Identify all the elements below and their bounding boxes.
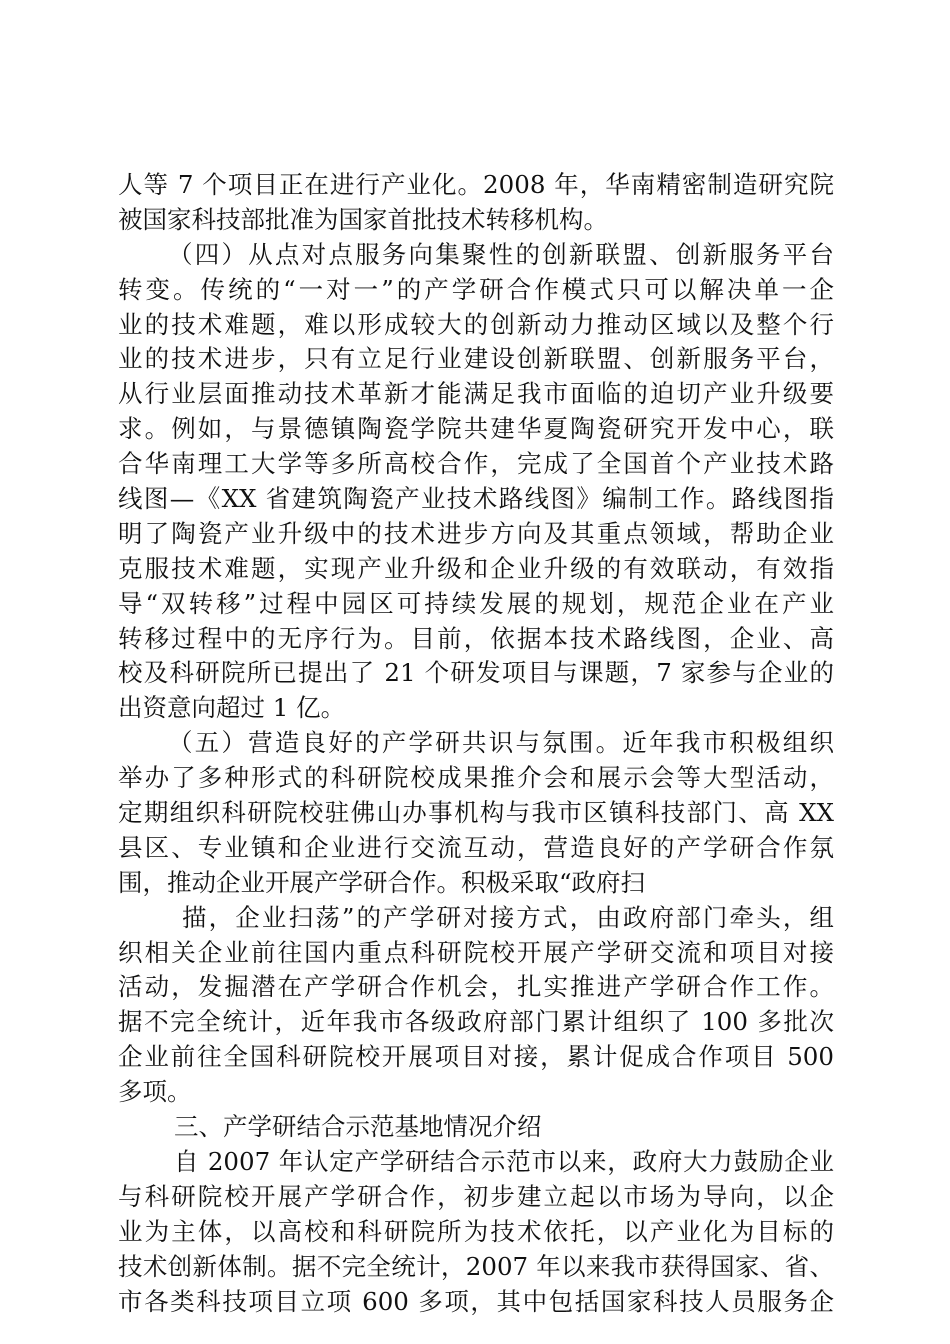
text-line: 县区、专业镇和企业进行交流互动，营造良好的产学研合作氛 <box>118 832 834 862</box>
text-line: 合华南理工大学等多所高校合作，完成了全国首个产业技术路 <box>118 449 834 479</box>
text-line: 转变。传统的“一对一”的产学研合作模式只可以解决单一企 <box>118 274 834 304</box>
text-line: （五）营造良好的产学研共识与氛围。近年我市积极组织 <box>168 728 834 758</box>
text-line: 明了陶瓷产业升级中的技术进步方向及其重点领域，帮助企业 <box>118 518 834 548</box>
text-line: 转移过程中的无序行为。目前，依据本技术路线图，企业、高 <box>118 623 834 653</box>
text-line: 业的技术进步，只有立足行业建设创新联盟、创新服务平台， <box>118 344 834 374</box>
text-line: 求。例如，与景德镇陶瓷学院共建华夏陶瓷研究开发中心，联 <box>118 414 834 444</box>
text-line: 自 2007 年认定产学研结合示范市以来，政府大力鼓励企业 <box>174 1146 834 1176</box>
text-line: 企业前往全国科研院校开展项目对接，累计促成合作项目 500 <box>118 1042 834 1072</box>
text-line: 从行业层面推动技术革新才能满足我市面临的迫切产业升级要 <box>118 379 834 409</box>
text-line: 业为主体，以高校和科研院所为技术依托，以产业化为目标的 <box>118 1216 834 1246</box>
text-line: 校及科研院所已提出了 21 个研发项目与课题，7 家参与企业的 <box>118 658 834 688</box>
text-line: 描，企业扫荡”的产学研对接方式，由政府部门牵头，组 <box>182 902 834 932</box>
document-body <box>118 168 834 1319</box>
text-line: 定期组织科研院校驻佛山办事机构与我市区镇科技部门、高 XX <box>118 798 834 828</box>
text-line: 市各类科技项目立项 600 多项，其中包括国家科技人员服务企 <box>118 1286 834 1316</box>
text-line: 多项。 <box>118 1077 192 1107</box>
text-line: 活动，发掘潜在产学研合作机会，扎实推进产学研合作工作。 <box>118 972 834 1002</box>
text-line: 业的技术难题，难以形成较大的创新动力推动区域以及整个行 <box>118 309 834 339</box>
text-line: （四）从点对点服务向集聚性的创新联盟、创新服务平台 <box>168 239 834 269</box>
text-line: 据不完全统计，近年我市各级政府部门累计组织了 100 多批次 <box>118 1007 834 1037</box>
text-line: 围，推动企业开展产学研合作。积极采取“政府扫 <box>118 867 646 897</box>
text-line: 与科研院校开展产学研合作，初步建立起以市场为导向，以企 <box>118 1181 834 1211</box>
text-line: 导“双转移”过程中园区可持续发展的规划，规范企业在产业 <box>118 588 834 618</box>
text-line: 线图—《XX 省建筑陶瓷产业技术路线图》编制工作。路线图指 <box>118 484 834 514</box>
text-line: 技术创新体制。据不完全统计，2007 年以来我市获得国家、省、 <box>118 1251 834 1281</box>
text-line: 织相关企业前往国内重点科研院校开展产学研交流和项目对接 <box>118 937 834 967</box>
text-line: 出资意向超过 1 亿。 <box>118 693 346 723</box>
text-line: 被国家科技部批准为国家首批技术转移机构。 <box>118 204 608 234</box>
text-line: 克服技术难题，实现产业升级和企业升级的有效联动，有效指 <box>118 553 834 583</box>
text-line: 举办了多种形式的科研院校成果推介会和展示会等大型活动， <box>118 763 834 793</box>
text-line: 人等 7 个项目正在进行产业化。2008 年，华南精密制造研究院 <box>118 170 834 199</box>
section-heading: 三、产学研结合示范基地情况介绍 <box>174 1112 542 1142</box>
